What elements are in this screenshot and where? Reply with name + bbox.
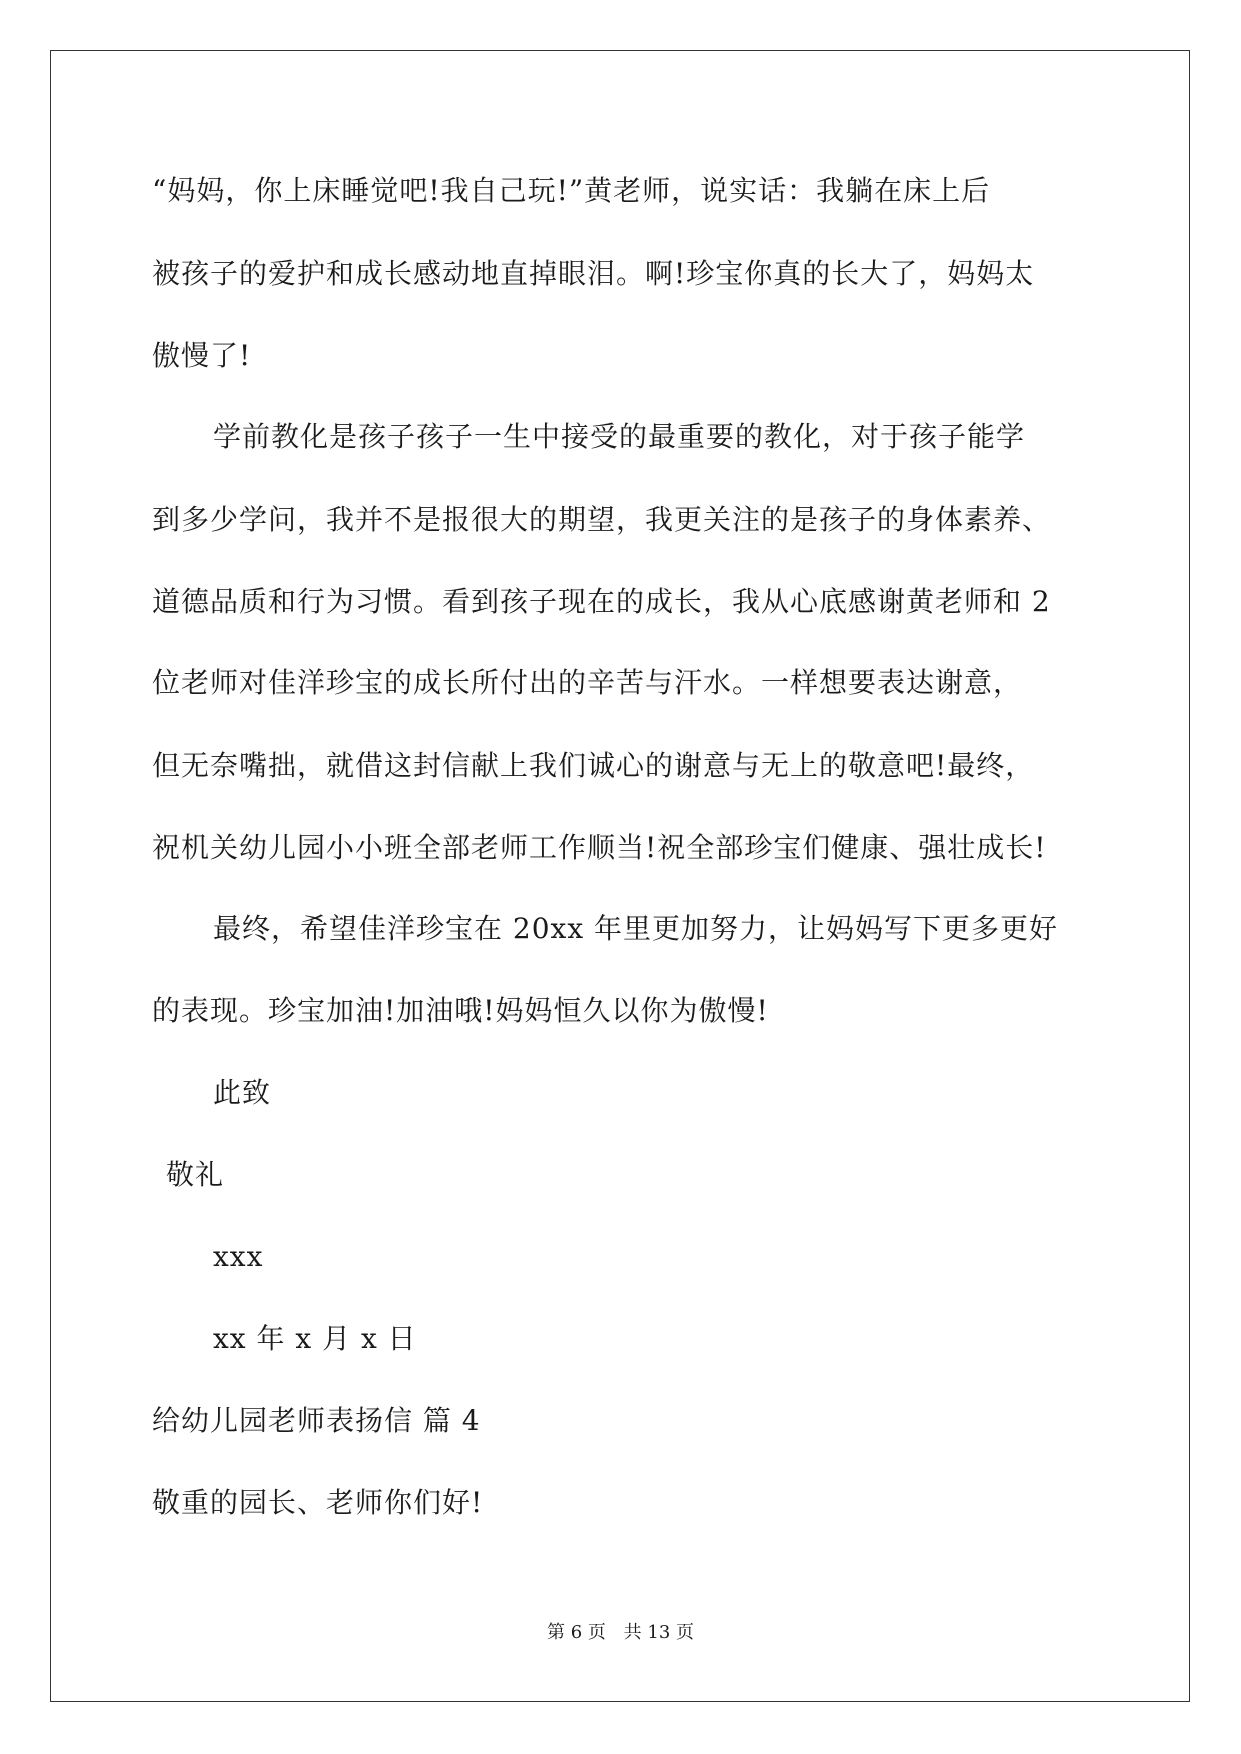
text-line: 傲慢了! [152,339,252,372]
text-line: 被孩子的爱护和成长感动地直掉眼泪。啊!珍宝你真的长大了，妈妈太 [152,257,1035,290]
closing-regards: 敬礼 [166,1158,225,1191]
text-line: 的表现。珍宝加油!加油哦!妈妈恒久以你为傲慢! [152,994,769,1027]
text-line: 学前教化是孩子孩子一生中接受的最重要的教化，对于孩子能学 [213,420,1026,453]
text-line: 祝机关幼儿园小小班全部老师工作顺当!祝全部珍宝们健康、强壮成长! [152,831,1047,864]
page-footer [0,1622,1241,1644]
closing-salutation: 此致 [213,1076,272,1109]
date: xx 年 x 月 x 日 [213,1322,417,1355]
text-line: 最终，希望佳洋珍宝在 20xx 年里更加努力，让妈妈写下更多更好 [213,912,1059,945]
page-total: 共 13 页 [623,1622,694,1643]
text-line: 道德品质和行为习惯。看到孩子现在的成长，我从心底感谢黄老师和 2 [152,585,1051,618]
section-heading: 给幼儿园老师表扬信 篇 4 [152,1404,481,1437]
page-frame [50,50,1190,1702]
signature: xxx [213,1240,264,1273]
greeting: 敬重的园长、老师你们好! [152,1486,484,1519]
page-number: 第 6 页 [547,1622,606,1643]
text-line: 但无奈嘴拙，就借这封信献上我们诚心的谢意与无上的敬意吧!最终， [152,749,1035,782]
text-line: 位老师对佳洋珍宝的成长所付出的辛苦与汗水。一样想要表达谢意， [152,666,1023,699]
text-line: “妈妈，你上床睡觉吧!我自己玩!”黄老师，说实话：我躺在床上后 [152,174,991,207]
text-line: 到多少学问，我并不是报很大的期望，我更关注的是孩子的身体素养、 [152,503,1052,536]
